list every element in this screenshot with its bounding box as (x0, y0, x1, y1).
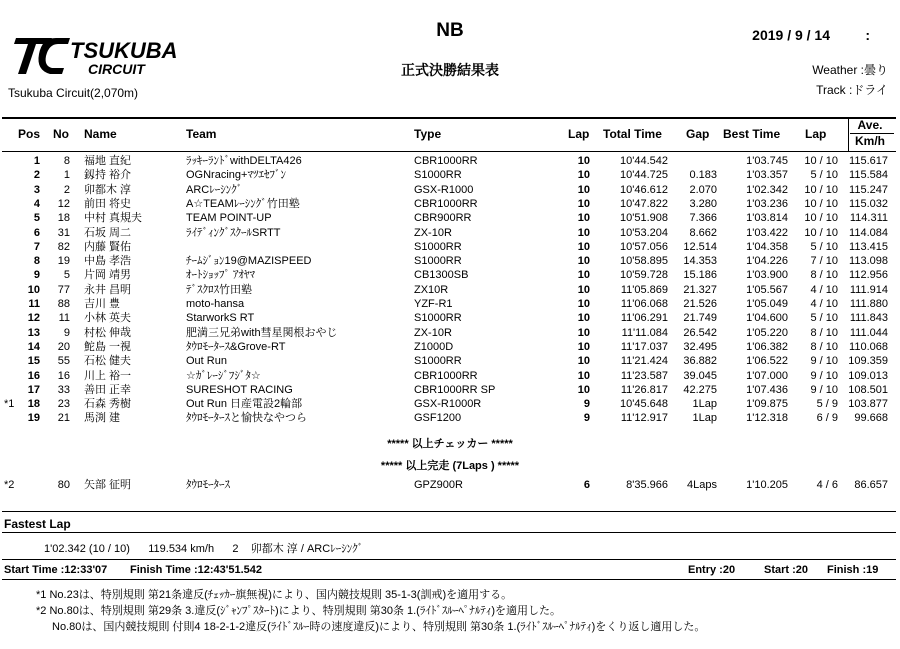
cell-pos: 5 (33, 212, 40, 225)
cell-best: 1'04.600 (746, 312, 788, 325)
table-header-rule (2, 151, 896, 152)
start-count: Start :20 (764, 564, 809, 576)
note-1: *1 No.23は、特別規則 第21条違反(ﾁｪｯｶｰ旗無視)により、国内競技規則 35-1-3(訓戒)を適用する。 (36, 589, 513, 601)
fastest-lap-top-rule (2, 511, 896, 512)
cell-bestlap: 6 / 9 (816, 412, 838, 425)
cell-lap: 10 (577, 340, 590, 353)
cell-best: 1'06.522 (746, 355, 788, 368)
cell-team: ﾃﾞｽｸﾛｽ竹田塾 (186, 283, 252, 296)
cell-gap: 36.882 (683, 355, 717, 368)
cell-ave: 114.311 (849, 212, 888, 225)
cell-no: 23 (57, 398, 70, 411)
cell-total: 11'12.917 (620, 412, 668, 425)
cell-type: YZF-R1 (414, 298, 453, 310)
cell-total: 10'47.822 (620, 197, 668, 210)
header-ave: Ave. (857, 118, 883, 132)
cell-type: GPZ900R (414, 479, 463, 491)
cell-no: 16 (57, 369, 70, 382)
svg-text:TSUKUBA: TSUKUBA (70, 38, 178, 63)
note-2: *2 No.80は、特別規則 第29条 3.違反(ｼﾞｬﾝﾌﾟｽﾀｰﾄ)により、特別規則 第30条 1.(ﾗｲﾄﾞｽﾙｰﾍﾟﾅﾙﾃｨ)を適用した。 (36, 605, 561, 617)
cell-name: 福地 直紀 (84, 155, 132, 167)
cell-team: ｵｰﾄｼｮｯﾌﾟ ｱｵﾔﾏ (186, 269, 256, 282)
cell-best: 1'09.875 (746, 398, 788, 411)
penalty-mark: *1 (4, 398, 15, 411)
cell-lap: 10 (577, 383, 590, 396)
cell-bestlap: 5 / 10 (810, 169, 838, 182)
class-title: NB (436, 20, 464, 41)
cell-pos: 11 (28, 298, 40, 310)
cell-gap: 42.275 (683, 383, 717, 396)
cell-bestlap: 5 / 10 (810, 312, 838, 325)
cell-ave: 113.098 (849, 255, 888, 268)
cell-ave: 115.032 (849, 197, 888, 210)
cell-ave: 115.617 (849, 155, 888, 167)
cell-type: ZX-10R (414, 326, 452, 339)
cell-pos: 19 (27, 412, 40, 425)
cell-lap: 9 (583, 412, 590, 425)
cell-pos: 12 (27, 312, 40, 325)
cell-best: 1'06.382 (746, 340, 788, 353)
cell-bestlap: 8 / 10 (810, 340, 838, 353)
checker-line: ***** 以上チェッカー ***** (387, 438, 513, 450)
cell-total: 10'57.056 (620, 240, 668, 253)
cell-best: 1'03.422 (746, 226, 788, 239)
cell-lap: 10 (577, 269, 590, 282)
cell-pos: 16 (27, 369, 40, 382)
circuit-name: Tsukuba Circuit(2,070m) (8, 86, 139, 100)
table-top-rule (2, 117, 896, 119)
cell-pos: 13 (27, 326, 40, 339)
cell-bestlap: 9 / 10 (810, 369, 838, 382)
cell-best: 1'05.049 (746, 298, 788, 310)
cell-bestlap: 10 / 10 (804, 197, 838, 210)
fastest-lap-title-rule (2, 532, 896, 533)
cell-type: CBR900RR (414, 212, 472, 225)
cell-lap: 10 (577, 240, 590, 253)
header-team: Team (186, 127, 217, 141)
header-lap: Lap (568, 127, 590, 141)
cell-gap: 32.495 (683, 340, 717, 353)
fastest-lap-detail: 1'02.342 (10 / 10) 119.534 km/h 2 卯都木 淳 / ARCﾚｰｼﾝｸﾞ (44, 543, 364, 555)
cell-lap: 9 (583, 398, 590, 411)
cell-pos: 8 (33, 255, 40, 268)
cell-best: 1'03.814 (746, 212, 788, 225)
cell-name: 中島 孝浩 (84, 255, 132, 268)
cell-total: 10'46.612 (620, 183, 668, 196)
cell-best: 1'07.436 (746, 383, 788, 396)
cell-pos: 9 (33, 269, 40, 282)
cell-no: 1 (63, 169, 70, 182)
cell-bestlap: 10 / 10 (804, 183, 838, 196)
cell-pos: 1 (33, 155, 40, 167)
start-time: Start Time :12:33'07 (4, 564, 108, 576)
cell-team: 肥満三兄弟with彗星関根おやじ (186, 326, 338, 339)
cell-ave: 109.013 (848, 369, 888, 382)
cell-total: 10'45.648 (620, 398, 668, 411)
cell-pos: 15 (27, 355, 40, 368)
weather: Weather :曇り (812, 63, 888, 77)
cell-no: 11 (58, 312, 70, 325)
cell-type: S1000RR (414, 169, 462, 182)
cell-name: 釼持 裕介 (84, 169, 132, 182)
cell-team: ﾀｳﾛﾓｰﾀｰｽと愉快なやつら (186, 412, 307, 425)
fastest-lap-title: Fastest Lap (4, 517, 71, 531)
cell-pos: 4 (33, 197, 40, 210)
cell-pos: 14 (27, 340, 40, 353)
cell-bestlap: 8 / 10 (810, 326, 838, 339)
cell-ave: 113.415 (849, 240, 888, 253)
cell-no: 12 (57, 197, 70, 210)
cell-ave: 115.247 (849, 183, 888, 196)
cell-no: 33 (57, 383, 70, 396)
cell-no: 77 (57, 283, 70, 296)
cell-team: ﾗｲﾃﾞｨﾝｸﾞｽｸｰﾙSRTT (186, 226, 281, 239)
cell-team: A☆TEAMﾚｰｼﾝｸﾞ竹田塾 (186, 197, 300, 210)
cell-no: 9 (63, 326, 70, 339)
cell-no: 88 (57, 298, 70, 310)
header-kmh: Km/h (855, 134, 885, 148)
cell-team: ﾁｰﾑｼﾞｮﾝ19@MAZISPEED (186, 255, 312, 268)
cell-team: ☆ｶﾞﾚｰｼﾞﾌｼﾞﾀ☆ (186, 369, 261, 382)
cell-pos: 3 (33, 183, 40, 196)
cell-type: S1000RR (414, 255, 462, 268)
cell-lap: 10 (577, 355, 590, 368)
cell-team: ARCﾚｰｼﾝｸﾞ (186, 183, 243, 196)
cell-ave: 86.657 (854, 479, 888, 491)
race-time: : (865, 27, 870, 43)
cell-gap: 3.280 (689, 197, 717, 210)
cell-total: 10'59.728 (620, 269, 668, 282)
note-3: No.80は、国内競技規則 付則4 18-2-1-2違反(ﾗｲﾄﾞｽﾙｰ時の速度違反)により、特別規則 第30条 1.(ﾗｲﾄﾞｽﾙｰﾍﾟﾅﾙﾃｨ)をくり返し適用した。 (52, 621, 706, 633)
cell-total: 11'21.424 (620, 355, 668, 368)
cell-best: 1'03.357 (746, 169, 788, 182)
cell-gap: 39.045 (683, 369, 717, 382)
cell-type: GSF1200 (414, 412, 462, 425)
cell-best: 1'07.000 (746, 369, 788, 382)
cell-ave: 111.843 (849, 312, 888, 325)
cell-pos: 17 (27, 383, 40, 396)
cell-total: 8'35.966 (626, 479, 668, 491)
cell-type: GSX-R1000R (414, 398, 482, 411)
cell-name: 石森 秀樹 (84, 398, 132, 411)
cell-name: 矢部 征明 (84, 479, 132, 491)
cell-type: Z1000D (414, 340, 454, 353)
cell-gap: 7.366 (689, 212, 717, 225)
cell-gap: 15.186 (683, 269, 717, 282)
cell-best: 1'12.318 (746, 412, 788, 425)
cell-type: ZX-10R (414, 226, 452, 239)
cell-lap: 10 (577, 226, 590, 239)
complete-line: ***** 以上完走 (7Laps ) ***** (380, 460, 520, 472)
header-total-time: Total Time (603, 127, 662, 141)
cell-no: 55 (57, 355, 70, 368)
cell-bestlap: 9 / 10 (810, 383, 838, 396)
cell-ave: 109.359 (848, 355, 888, 368)
cell-ave: 111.044 (849, 326, 888, 339)
cell-lap: 10 (577, 197, 590, 210)
cell-team: Out Run (186, 355, 227, 368)
cell-type: CBR1000RR (414, 155, 478, 167)
cell-name: 卯都木 淳 (84, 183, 132, 196)
cell-bestlap: 4 / 6 (816, 479, 838, 491)
cell-no: 8 (63, 155, 70, 167)
cell-total: 10'58.895 (620, 255, 668, 268)
cell-gap: 1Lap (692, 398, 717, 411)
race-date: 2019 / 9 / 14 (752, 27, 830, 43)
cell-gap: 4Laps (687, 479, 717, 491)
cell-team: TEAM POINT-UP (186, 212, 272, 225)
cell-gap: 14.353 (683, 255, 717, 268)
cell-no: 5 (63, 269, 70, 282)
cell-no: 82 (57, 240, 70, 253)
cell-total: 11'26.817 (620, 383, 668, 396)
header-pos: Pos (18, 127, 41, 141)
cell-gap: 8.662 (689, 226, 717, 239)
cell-ave: 112.956 (849, 269, 888, 282)
cell-no: 31 (57, 226, 70, 239)
cell-bestlap: 8 / 10 (810, 269, 838, 282)
cell-total: 10'53.204 (620, 226, 668, 239)
cell-team: SURESHOT RACING (186, 383, 293, 396)
cell-best: 1'03.745 (746, 155, 788, 167)
cell-gap: 26.542 (683, 326, 717, 339)
cell-no: 18 (57, 212, 70, 225)
cell-bestlap: 4 / 10 (810, 283, 838, 296)
cell-bestlap: 9 / 10 (810, 355, 838, 368)
footer-top-rule (2, 559, 896, 560)
cell-type: S1000RR (414, 355, 462, 368)
cell-lap: 10 (577, 312, 590, 325)
cell-name: 片岡 靖男 (84, 269, 132, 282)
ave-col-split-rule (850, 133, 894, 134)
cell-total: 11'23.587 (620, 369, 668, 382)
cell-ave: 115.584 (849, 169, 888, 182)
cell-name: 鮀島 一視 (84, 340, 132, 353)
cell-pos: 10 (27, 283, 40, 296)
cell-type: CB1300SB (414, 269, 469, 282)
cell-ave: 111.880 (849, 298, 888, 310)
cell-name: 善田 正幸 (84, 383, 132, 396)
header-no: No (53, 127, 69, 141)
cell-gap: 21.749 (683, 312, 717, 325)
svg-text:CIRCUIT: CIRCUIT (88, 61, 145, 77)
cell-type: S1000RR (414, 312, 462, 325)
cell-gap: 0.183 (689, 169, 717, 182)
cell-name: 石松 健夫 (84, 355, 132, 368)
cell-best: 1'04.226 (746, 255, 788, 268)
cell-gap: 1Lap (692, 412, 717, 425)
cell-gap: 12.514 (683, 240, 717, 253)
document-title: 正式決勝結果表 (401, 62, 499, 78)
cell-total: 10'51.908 (620, 212, 668, 225)
cell-lap: 6 (583, 479, 590, 491)
cell-ave: 111.914 (849, 283, 888, 296)
cell-ave: 110.068 (849, 340, 888, 353)
cell-ave: 99.668 (854, 412, 888, 425)
cell-best: 1'03.900 (746, 269, 788, 282)
cell-no: 2 (63, 183, 70, 196)
cell-total: 11'11.084 (621, 326, 668, 339)
cell-lap: 10 (577, 298, 590, 310)
cell-total: 11'06.291 (620, 312, 668, 325)
cell-team: moto-hansa (186, 298, 245, 310)
cell-name: 石坂 周二 (84, 226, 132, 239)
cell-bestlap: 10 / 10 (804, 226, 838, 239)
header-best-time: Best Time (723, 127, 781, 141)
cell-team: ﾗｯｷｰﾗﾝﾄﾞwithDELTA426 (186, 155, 302, 167)
cell-name: 川上 裕一 (84, 369, 132, 382)
cell-pos: 7 (33, 240, 40, 253)
cell-lap: 10 (577, 169, 590, 182)
cell-pos: 18 (27, 398, 40, 411)
cell-best: 1'02.342 (746, 183, 788, 196)
cell-name: 永井 昌明 (84, 283, 132, 296)
finish-count: Finish :19 (827, 564, 879, 576)
cell-bestlap: 7 / 10 (810, 255, 838, 268)
cell-total: 10'44.725 (620, 169, 668, 182)
cell-no: 20 (57, 340, 70, 353)
cell-team: Out Run 日産電設2輪部 (186, 398, 303, 411)
cell-team: OGNracing+ﾏﾂｴｾﾌﾞﾝ (186, 169, 286, 182)
cell-team: StarworkS RT (186, 312, 255, 325)
cell-type: GSX-R1000 (414, 183, 474, 196)
cell-name: 村松 伸哉 (84, 326, 132, 339)
cell-ave: 103.877 (848, 398, 888, 411)
cell-gap: 21.526 (683, 298, 717, 310)
header-best-lap: Lap (805, 127, 827, 141)
cell-lap: 10 (577, 326, 590, 339)
cell-pos: 6 (33, 226, 40, 239)
cell-lap: 10 (577, 212, 590, 225)
cell-team: ﾀｳﾛﾓｰﾀｰｽ (186, 479, 230, 491)
cell-lap: 10 (577, 183, 590, 196)
cell-bestlap: 10 / 10 (804, 155, 838, 167)
header-name: Name (84, 127, 117, 141)
cell-best: 1'04.358 (746, 240, 788, 253)
entry-count: Entry :20 (688, 564, 736, 576)
cell-team: ﾀｳﾛﾓｰﾀｰｽ&Grove-RT (186, 340, 286, 353)
cell-gap: 2.070 (689, 183, 717, 196)
cell-pos: *2 (4, 479, 15, 491)
footer-bottom-rule (2, 579, 896, 580)
cell-type: CBR1000RR (414, 369, 478, 382)
cell-ave: 114.084 (849, 226, 888, 239)
cell-lap: 10 (577, 255, 590, 268)
cell-total: 11'17.037 (620, 340, 668, 353)
cell-total: 10'44.542 (620, 155, 668, 167)
track-condition: Track :ドライ (816, 83, 888, 97)
cell-lap: 10 (577, 155, 590, 167)
cell-no: 19 (57, 255, 70, 268)
ave-col-left-rule (848, 117, 849, 151)
cell-lap: 10 (577, 369, 590, 382)
cell-best: 1'05.220 (746, 326, 788, 339)
cell-lap: 10 (577, 283, 590, 296)
cell-gap: 21.327 (683, 283, 717, 296)
cell-name: 小林 英夫 (84, 312, 132, 325)
cell-no: 21 (57, 412, 70, 425)
finish-time: Finish Time :12:43'51.542 (130, 564, 263, 576)
cell-name: 内藤 賢佑 (84, 240, 132, 253)
cell-total: 11'06.068 (620, 298, 668, 310)
cell-total: 11'05.869 (620, 283, 668, 296)
cell-name: 馬渕 建 (84, 412, 121, 425)
cell-bestlap: 4 / 10 (810, 298, 838, 310)
cell-bestlap: 5 / 10 (810, 240, 838, 253)
cell-type: CBR1000RR (414, 197, 478, 210)
cell-type: CBR1000RR SP (414, 383, 496, 396)
cell-type: S1000RR (414, 240, 462, 253)
cell-best: 1'03.236 (746, 197, 788, 210)
cell-pos: 2 (33, 169, 40, 182)
cell-best: 1'05.567 (746, 283, 788, 296)
cell-name: 吉川 豊 (84, 298, 121, 310)
cell-ave: 108.501 (848, 383, 888, 396)
cell-name: 前田 将史 (84, 197, 132, 210)
cell-name: 中村 真規夫 (84, 212, 143, 225)
cell-best: 1'10.205 (746, 479, 788, 491)
header-type: Type (414, 127, 442, 141)
cell-bestlap: 5 / 9 (816, 398, 838, 411)
cell-type: ZX10R (414, 283, 449, 296)
cell-no: 80 (57, 479, 70, 491)
cell-bestlap: 10 / 10 (804, 212, 838, 225)
header-gap: Gap (686, 127, 710, 141)
